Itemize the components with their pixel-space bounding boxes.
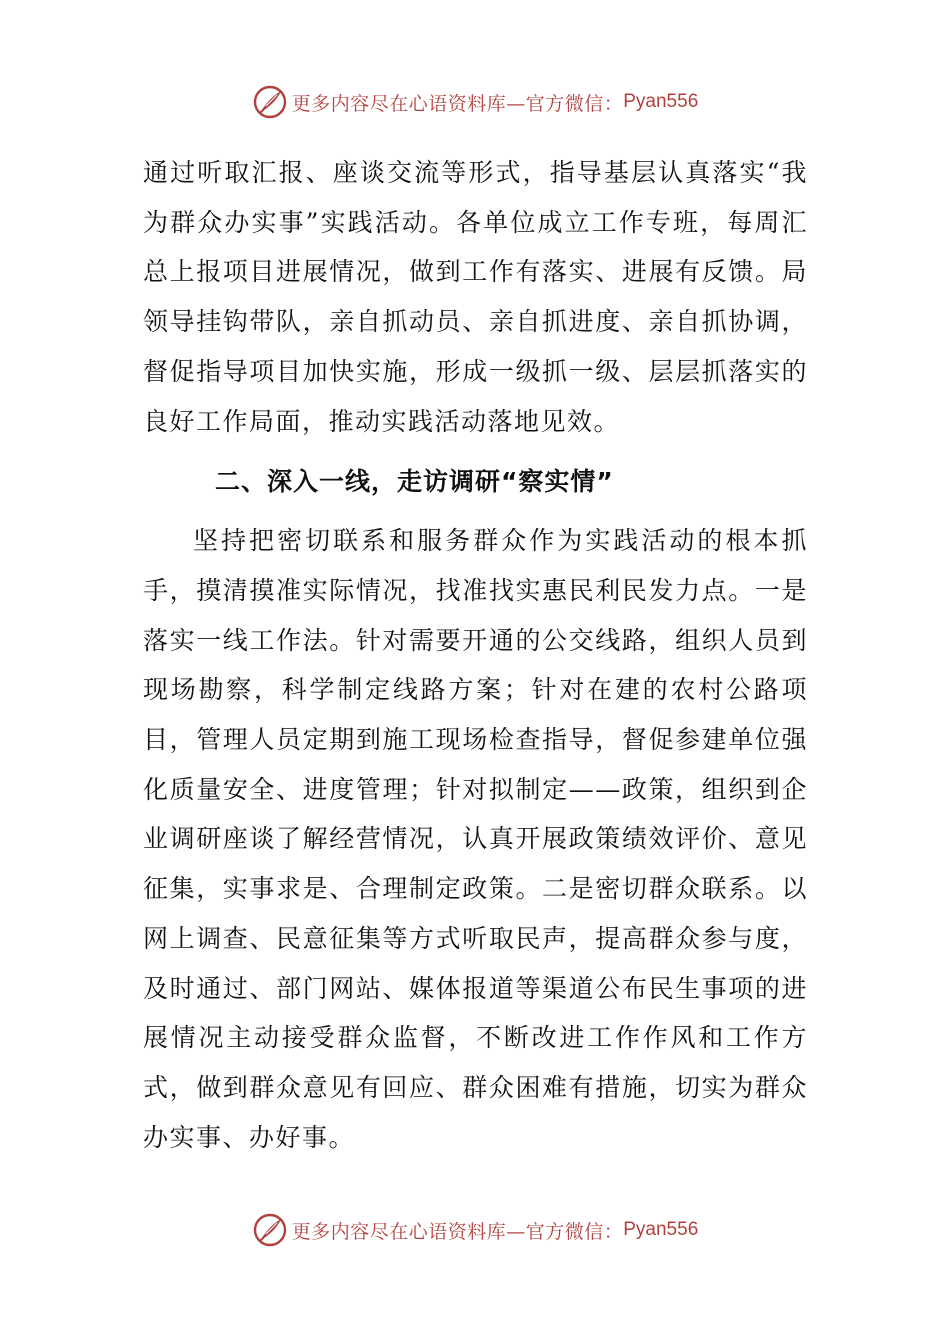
paragraph-section-2: 坚持把密切联系和服务群众作为实践活动的根本抓手，摸清摸准实际情况，找准找实惠民利民发力点。一是落实一线工作法。针对需要开通的公交线路，组织人员到现场勘察，科学制定线路方案；针对在建的农村公路项目，管理人员定期到施工现场检查指导，督促参建单位强化质量安全、进度管理；针对拟制定——政策，组织到企业调研座谈了解经营情况，认真开展政策绩效评价、意见征集，实事求是、合理制定政策。二是密切群众联系。以网上调查、民意征集等方式听取民声，提高群众参与度，及时通过、部门网站、媒体报道等渠道公布民生事项的进展情况主动接受群众监督，不断改进工作作风和工作方式，做到群众意见有回应、群众困难有措施，切实为群众办实事、办好事。: [143, 526, 808, 1152]
feather-pen-logo-icon: [252, 84, 288, 120]
watermark-text: 更多内容尽在心语资料库—官方微信：: [291, 92, 624, 115]
paragraph-continued: 通过听取汇报、座谈交流等形式，指导基层认真落实“我为群众办实事”实践活动。各单位成立工作专班，每周汇总上报项目进展情况，做到工作有落实、进展有反馈。局领导挂钩带队，亲自抓动员、亲自抓进度、亲自抓协调，督促指导项目加快实施，形成一级抓一级、层层抓落实的良好工作局面，推动实践活动落地见效。: [143, 158, 808, 436]
header-watermark: [0, 82, 950, 122]
footer-watermark: [0, 1210, 950, 1250]
section-heading: 二、深入一线，走访调研“察实情”: [215, 467, 614, 497]
watermark-text: 更多内容尽在心语资料库—官方微信：: [291, 1220, 624, 1243]
watermark-handle: Pyan556: [623, 91, 699, 112]
document-body: [143, 148, 808, 1162]
watermark-handle: Pyan556: [623, 1219, 699, 1240]
feather-pen-logo-icon: [252, 1212, 288, 1248]
